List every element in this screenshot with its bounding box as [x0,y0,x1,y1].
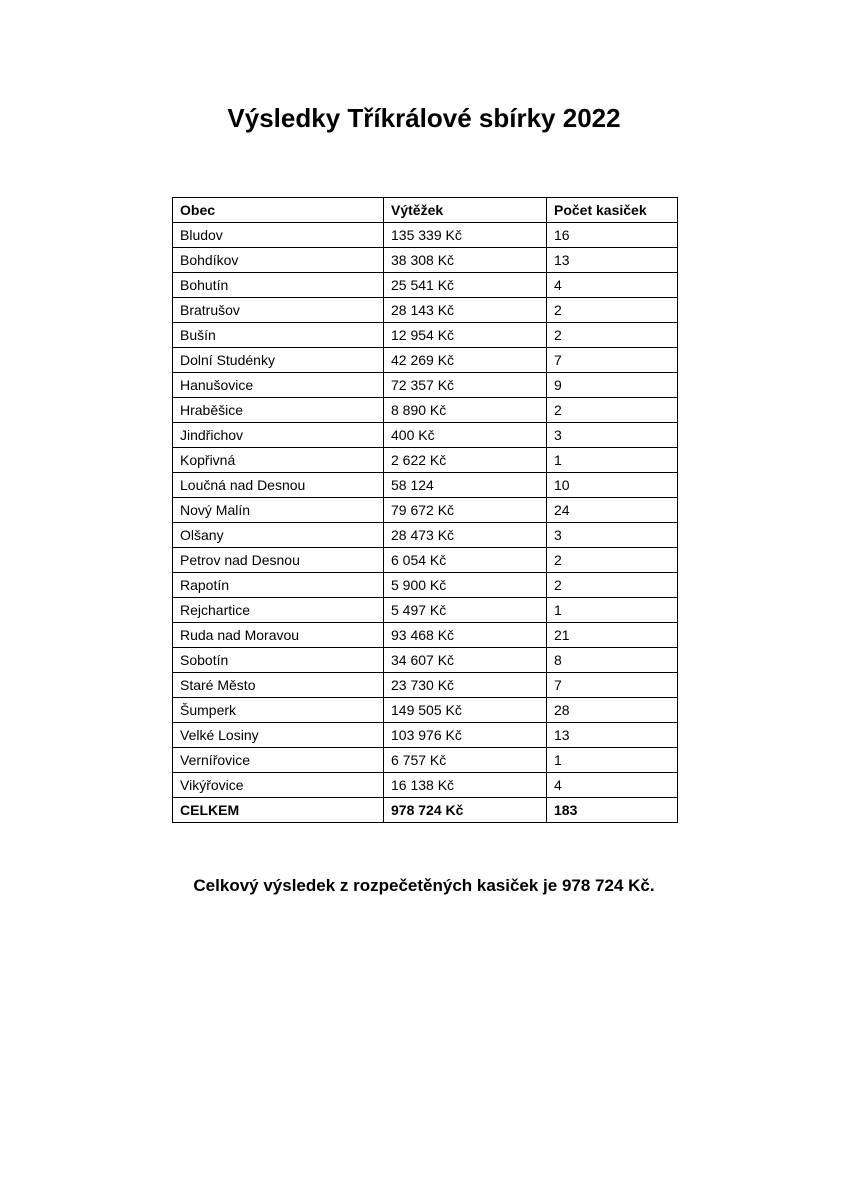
cell-obec: Petrov nad Desnou [173,548,384,573]
cell-vytezek: 5 497 Kč [384,598,547,623]
cell-vytezek: 23 730 Kč [384,673,547,698]
cell-obec: Hraběšice [173,398,384,423]
cell-obec: Bušín [173,323,384,348]
table-row [173,548,678,573]
table-row [173,723,678,748]
cell-vytezek: 149 505 Kč [384,698,547,723]
cell-obec: Rejchartice [173,598,384,623]
table-row [173,748,678,773]
table-row [173,298,678,323]
cell-obec: Nový Malín [173,498,384,523]
table-row [173,223,678,248]
table-row [173,523,678,548]
cell-obec: Hanušovice [173,373,384,398]
total-label: CELKEM [173,798,384,823]
table-row [173,648,678,673]
cell-pocet-kasicek: 3 [547,423,678,448]
cell-pocet-kasicek: 2 [547,573,678,598]
cell-obec: Bohutín [173,273,384,298]
cell-vytezek: 12 954 Kč [384,323,547,348]
table-row [173,373,678,398]
cell-obec: Bratrušov [173,298,384,323]
cell-pocet-kasicek: 10 [547,473,678,498]
cell-pocet-kasicek: 1 [547,598,678,623]
cell-obec: Sobotín [173,648,384,673]
column-header-vytezek: Výtěžek [384,198,547,223]
cell-pocet-kasicek: 9 [547,373,678,398]
cell-obec: Vernířovice [173,748,384,773]
summary-text: Celkový výsledek z rozpečetěných kasiček je 978 724 Kč. [193,876,655,895]
cell-pocet-kasicek: 1 [547,748,678,773]
table-header-row [173,198,678,223]
cell-pocet-kasicek: 4 [547,273,678,298]
cell-obec: Olšany [173,523,384,548]
table-row [173,498,678,523]
cell-pocet-kasicek: 28 [547,698,678,723]
table-total-row [173,798,678,823]
column-header-obec: Obec [173,198,384,223]
cell-obec: Šumperk [173,698,384,723]
cell-pocet-kasicek: 4 [547,773,678,798]
results-table [172,197,678,823]
table-row [173,698,678,723]
table-row [173,273,678,298]
cell-vytezek: 72 357 Kč [384,373,547,398]
table-row [173,248,678,273]
cell-pocet-kasicek: 7 [547,348,678,373]
table-body [173,223,678,823]
cell-vytezek: 79 672 Kč [384,498,547,523]
cell-pocet-kasicek: 7 [547,673,678,698]
cell-vytezek: 135 339 Kč [384,223,547,248]
cell-pocet-kasicek: 13 [547,248,678,273]
table-row [173,598,678,623]
cell-pocet-kasicek: 2 [547,398,678,423]
cell-pocet-kasicek: 3 [547,523,678,548]
cell-vytezek: 5 900 Kč [384,573,547,598]
cell-obec: Rapotín [173,573,384,598]
column-header-pocet-kasicek: Počet kasiček [547,198,678,223]
table-row [173,573,678,598]
table-row [173,673,678,698]
cell-vytezek: 58 124 [384,473,547,498]
cell-obec: Velké Losiny [173,723,384,748]
table-row [173,448,678,473]
cell-vytezek: 6 054 Kč [384,548,547,573]
table-row [173,473,678,498]
cell-vytezek: 2 622 Kč [384,448,547,473]
cell-pocet-kasicek: 24 [547,498,678,523]
cell-vytezek: 93 468 Kč [384,623,547,648]
cell-vytezek: 6 757 Kč [384,748,547,773]
cell-vytezek: 16 138 Kč [384,773,547,798]
cell-pocet-kasicek: 2 [547,298,678,323]
cell-vytezek: 400 Kč [384,423,547,448]
cell-pocet-kasicek: 21 [547,623,678,648]
cell-vytezek: 25 541 Kč [384,273,547,298]
table-row [173,398,678,423]
table-row [173,323,678,348]
cell-vytezek: 38 308 Kč [384,248,547,273]
cell-obec: Jindřichov [173,423,384,448]
cell-obec: Bludov [173,223,384,248]
cell-pocet-kasicek: 8 [547,648,678,673]
cell-obec: Kopřivná [173,448,384,473]
cell-pocet-kasicek: 1 [547,448,678,473]
total-vytezek: 978 724 Kč [384,798,547,823]
cell-obec: Staré Město [173,673,384,698]
cell-vytezek: 34 607 Kč [384,648,547,673]
table-row [173,773,678,798]
cell-vytezek: 8 890 Kč [384,398,547,423]
table-row [173,348,678,373]
cell-obec: Bohdíkov [173,248,384,273]
table-row [173,423,678,448]
page-title: Výsledky Tříkrálové sbírky 2022 [227,103,621,133]
total-pocet-kasicek: 183 [547,798,678,823]
cell-pocet-kasicek: 2 [547,323,678,348]
cell-vytezek: 28 143 Kč [384,298,547,323]
cell-pocet-kasicek: 16 [547,223,678,248]
cell-vytezek: 28 473 Kč [384,523,547,548]
cell-obec: Ruda nad Moravou [173,623,384,648]
table-row [173,623,678,648]
cell-pocet-kasicek: 13 [547,723,678,748]
cell-vytezek: 42 269 Kč [384,348,547,373]
cell-obec: Loučná nad Desnou [173,473,384,498]
cell-obec: Dolní Studénky [173,348,384,373]
cell-pocet-kasicek: 2 [547,548,678,573]
cell-obec: Vikýřovice [173,773,384,798]
cell-vytezek: 103 976 Kč [384,723,547,748]
